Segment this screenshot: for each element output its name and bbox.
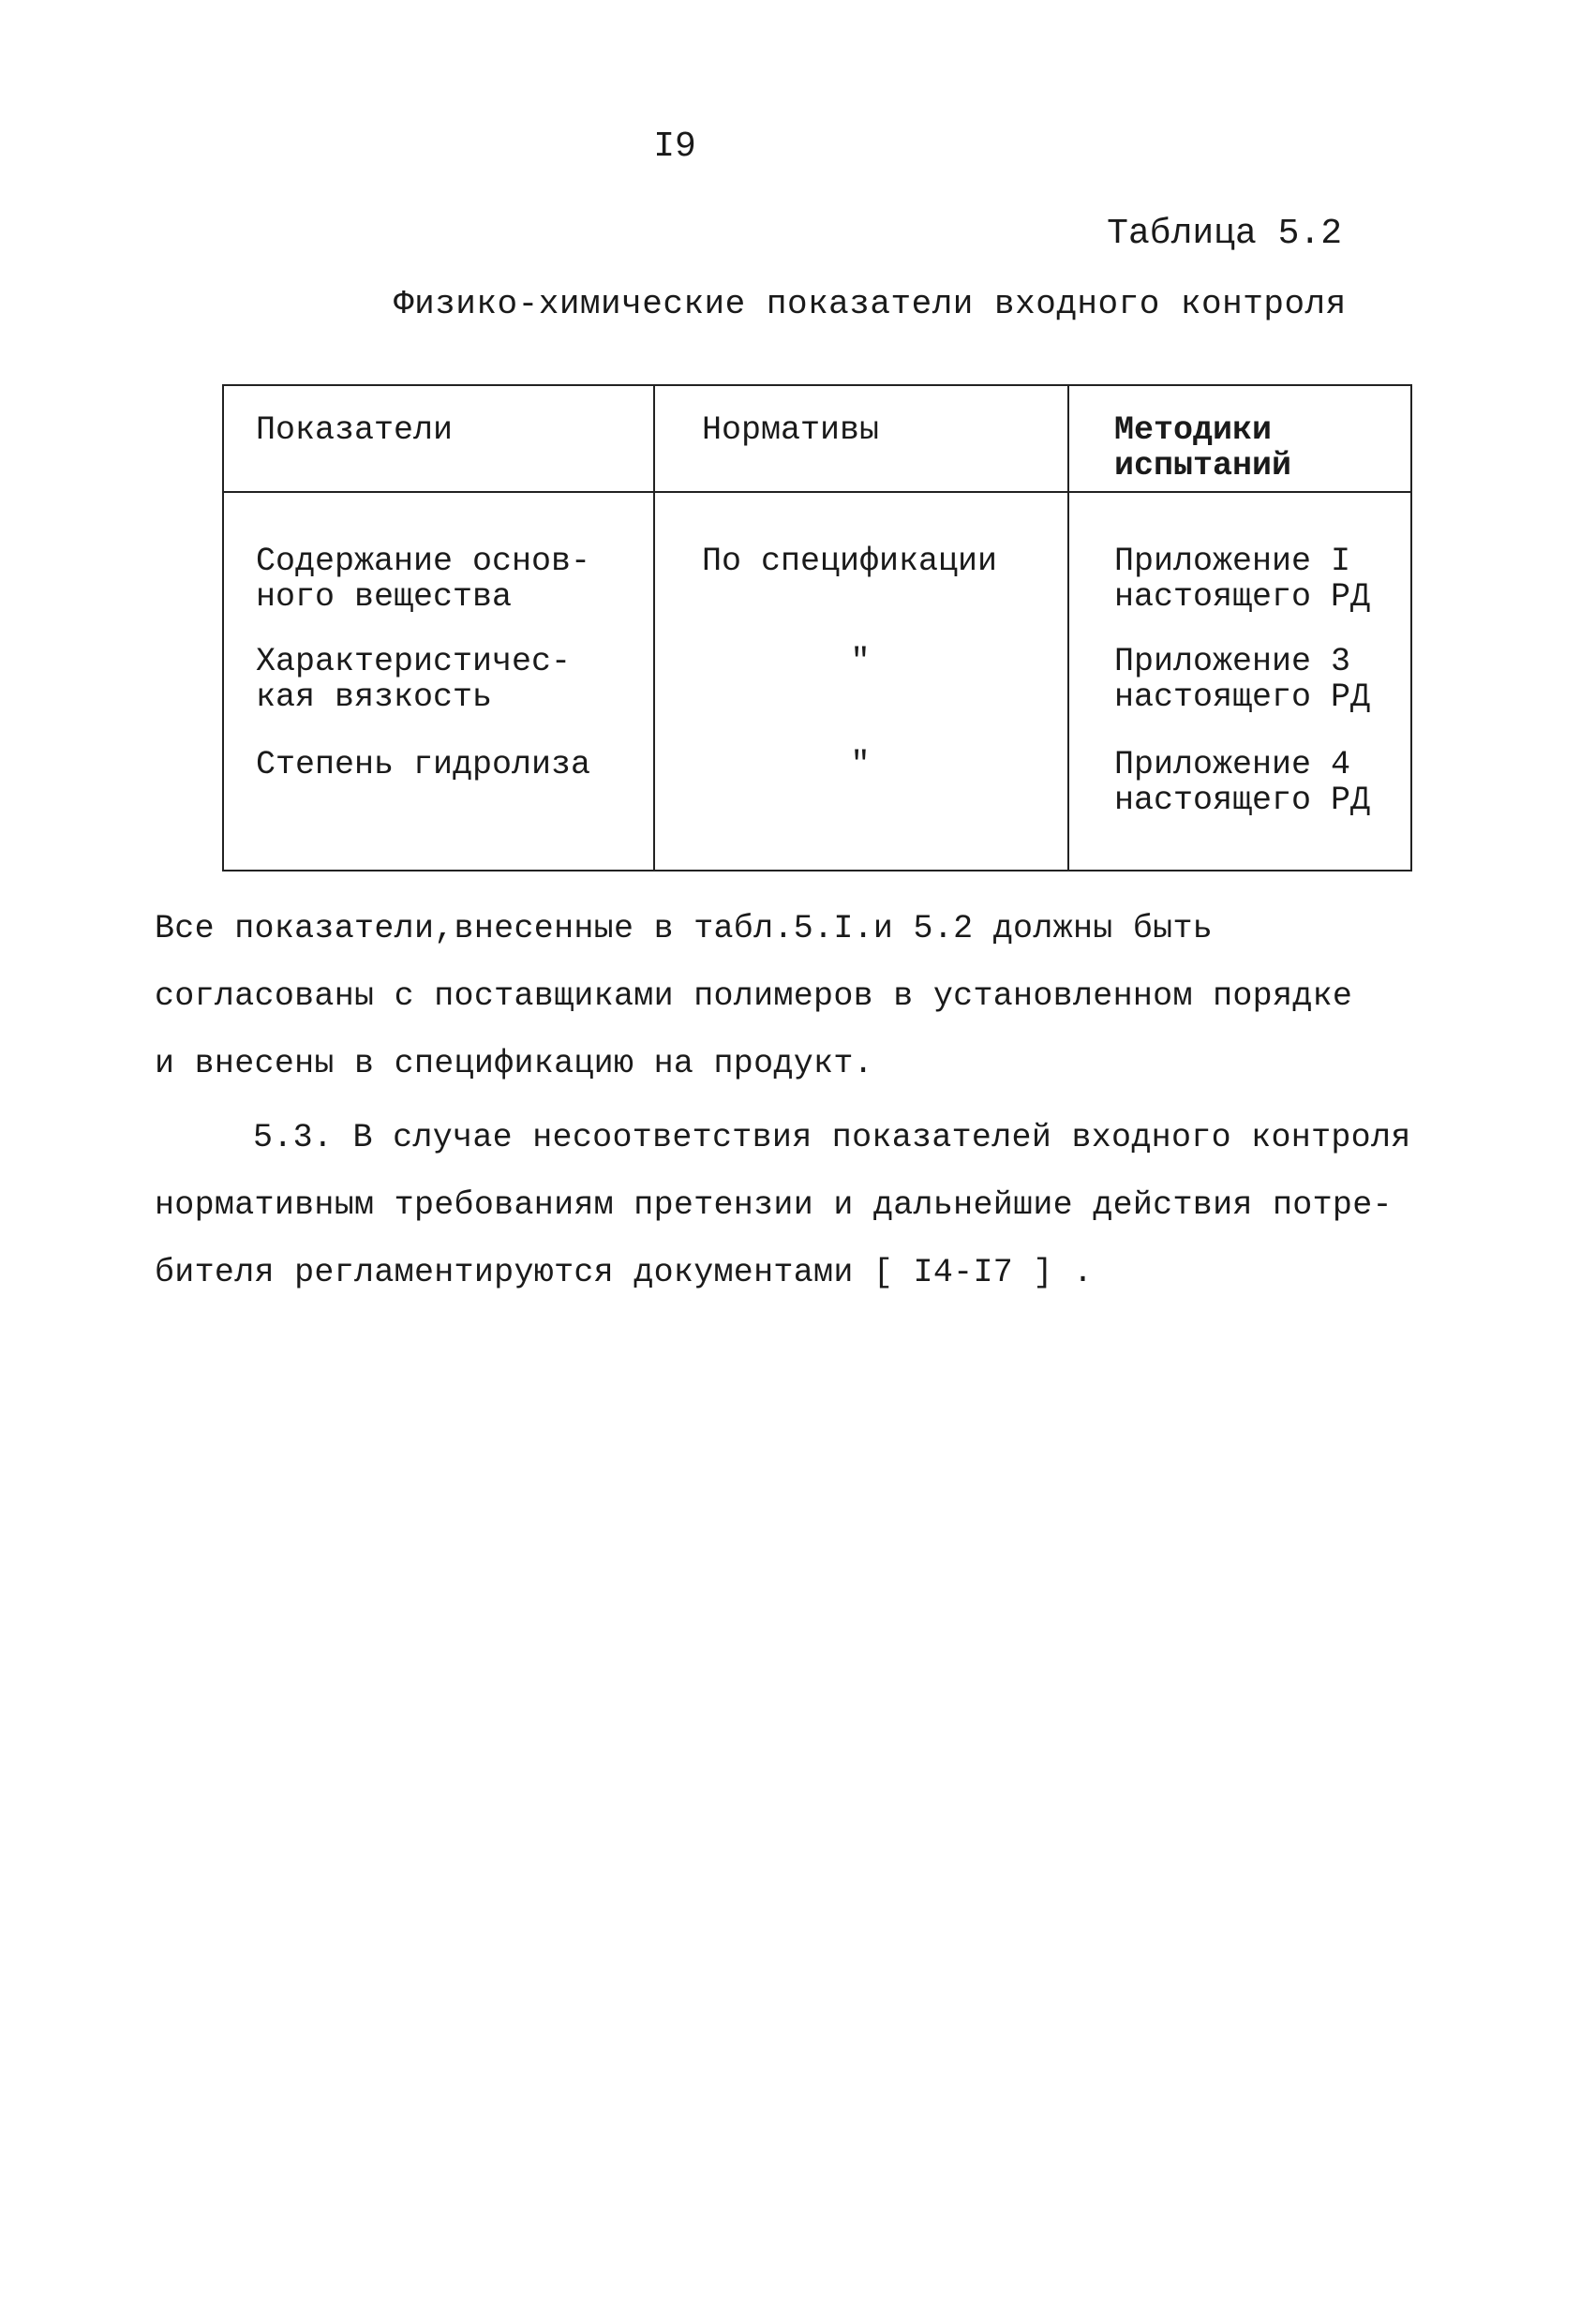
table-cell: Приложение I настоящего РД	[1114, 543, 1371, 616]
spec-table	[222, 384, 1412, 872]
page-number: I9	[653, 127, 696, 167]
table-label: Таблица 5.2	[1107, 214, 1342, 254]
paragraph-line: Все показатели,внесенные в табл.5.I.и 5.2 должны быть	[155, 910, 1214, 947]
table-cell: Приложение 3 настоящего РД	[1114, 643, 1371, 716]
header-divider	[224, 491, 1410, 493]
table-cell: Степень гидролиза	[256, 746, 591, 783]
header-methods: Методики испытаний	[1114, 411, 1292, 484]
paragraph-line: нормативным требованиям претензии и дальнейшие действия потре-	[155, 1186, 1393, 1224]
paragraph-line: бителя регламентируются документами [ I4-I7 ] .	[155, 1254, 1094, 1291]
ditto-mark: "	[850, 643, 871, 680]
ditto-mark: "	[850, 746, 871, 783]
column-divider	[1067, 386, 1069, 870]
paragraph-line: 5.3. В случае несоответствия показателей входного контроля	[253, 1119, 1411, 1156]
paragraph-line: и внесены в спецификацию на продукт.	[155, 1045, 873, 1082]
header-norms: Нормативы	[702, 411, 880, 449]
table-cell: Характеристичес- кая вязкость	[256, 643, 572, 716]
column-divider	[653, 386, 655, 870]
table-cell: По спецификации	[702, 543, 998, 580]
paragraph-line: согласованы с поставщиками полимеров в установленном порядке	[155, 977, 1353, 1015]
table-cell: Содержание основ- ного вещества	[256, 543, 591, 616]
table-title: Физико-химические показатели входного контроля	[394, 285, 1347, 323]
header-indicators: Показатели	[256, 411, 454, 449]
table-cell: Приложение 4 настоящего РД	[1114, 746, 1371, 819]
